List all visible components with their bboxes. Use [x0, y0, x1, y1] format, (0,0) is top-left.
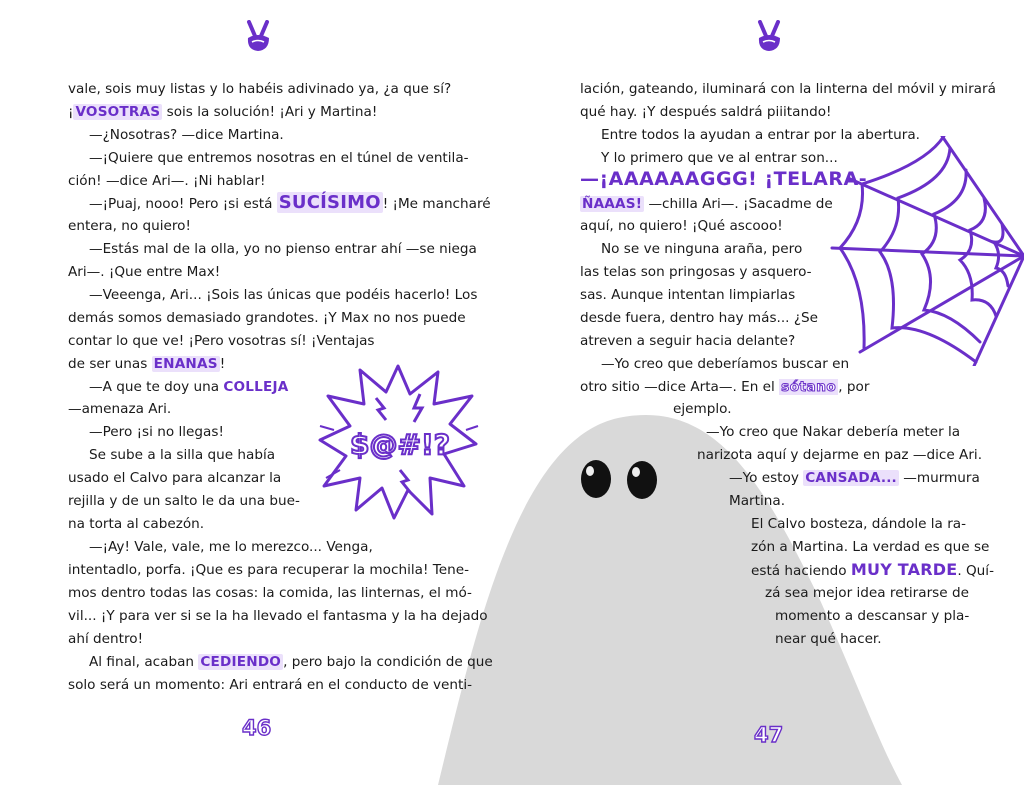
text-line: —¡Ay! Vale, vale, me lo merezco... Venga,	[89, 539, 373, 555]
text-line: —Yo estoy CANSADA... —murmura	[729, 470, 980, 486]
text-line: Y lo primero que ve al entrar son...	[601, 150, 838, 166]
page-number-left: 46	[242, 716, 272, 740]
highlight-word: sótano	[781, 379, 837, 395]
highlight-word: CANSADA...	[805, 470, 897, 486]
text-line: sas. Aunque intentan limpiarlas	[580, 287, 796, 303]
text-line: No se ve ninguna araña, pero	[601, 241, 803, 257]
text-line: atreven a seguir hacia delante?	[580, 333, 796, 349]
text-line: está haciendo MUY TARDE. Quí-	[751, 560, 994, 579]
text-line: demás somos demasiado grandotes. ¡Y Max no nos puede	[68, 310, 466, 326]
text-line: mos dentro todas las cosas: la comida, las linternas, el mó-	[68, 585, 472, 601]
highlight-word: VOSOTRAS	[75, 104, 161, 120]
page-number-right: 47	[754, 723, 784, 747]
text-line: Al final, acaban CEDIENDO , pero bajo la condición de que	[89, 654, 493, 670]
text-line: Se sube a la silla que había	[89, 447, 276, 463]
text-line: qué hay. ¡Y después saldrá piiitando!	[580, 104, 832, 120]
highlight-word: ENANAS	[153, 356, 218, 372]
highlight-word: —¡AAAAAAGGG! ¡TELARA-	[580, 168, 868, 190]
peace-hand-icon	[754, 20, 784, 54]
text-line: vale, sois muy listas y lo habéis adivinado ya, ¿a que sí?	[68, 81, 452, 97]
text-line: las telas son pringosas y asquero-	[580, 264, 812, 280]
text-line: ejemplo.	[673, 401, 732, 417]
text-line: vil... ¡Y para ver si se la ha llevado el fantasma y la ha dejado	[68, 608, 488, 624]
highlight-word: MUY TARDE	[850, 560, 958, 579]
text-line: usado el Calvo para alcanzar la	[68, 470, 282, 486]
text-line: na torta al cabezón.	[68, 516, 205, 532]
text-line: Martina.	[729, 493, 786, 509]
text-line: —¡Quiere que entremos nosotras en el túnel de ventila-	[89, 150, 469, 166]
text-line: de ser unas ENANAS !	[68, 356, 226, 372]
text-line: —Yo creo que Nakar debería meter la	[706, 424, 961, 440]
text-line: —A que te doy una COLLEJA	[89, 379, 289, 395]
text-line: narizota aquí y dejarme en paz —dice Ari.	[697, 447, 983, 463]
text-line: intentadlo, porfa. ¡Que es para recuperar la mochila! Tene-	[68, 562, 469, 578]
text-line: aquí, no quiero! ¡Qué ascooo!	[580, 218, 783, 234]
text-line: momento a descansar y pla-	[775, 608, 970, 624]
text-line: El Calvo bosteza, dándole la ra-	[751, 516, 967, 532]
text-line: —Pero ¡si no llegas!	[89, 424, 224, 440]
highlight-word: COLLEJA	[223, 379, 289, 395]
text-line: —Veeenga, Ari... ¡Sois las únicas que podéis hacerlo! Los	[89, 287, 478, 303]
text-line: ÑAAAS! —chilla Ari—. ¡Sacadme de	[582, 196, 833, 212]
highlight-word: SUCÍSIMO	[278, 192, 381, 213]
highlight-word: ÑAAAS!	[582, 196, 643, 212]
text-line: contar lo que ve! ¡Pero vosotras sí! ¡Ventajas	[68, 333, 375, 349]
speech-burst	[316, 360, 480, 522]
text-line: —¿Nosotras? —dice Martina.	[89, 127, 284, 143]
text-line: otro sitio —dice Arta—. En el sótano , por	[580, 379, 870, 395]
text-line: —amenaza Ari.	[68, 401, 172, 417]
text-line: desde fuera, dentro hay más... ¿Se	[580, 310, 819, 326]
text-line: lación, gateando, iluminará con la linterna del móvil y mirará	[580, 81, 996, 97]
text-line: —Yo creo que deberíamos buscar en	[601, 356, 850, 372]
text-line: rejilla y de un salto le da una bue-	[68, 493, 300, 509]
text-line	[580, 168, 867, 193]
text-line: ahí dentro!	[68, 631, 144, 647]
text-line: —Estás mal de la olla, yo no pienso entrar ahí —se niega	[89, 241, 477, 257]
text-line: solo será un momento: Ari entrará en el conducto de venti-	[68, 677, 473, 693]
text-line: near qué hacer.	[775, 631, 882, 647]
text-line: Entre todos la ayudan a entrar por la abertura.	[601, 127, 920, 143]
peace-hand-icon	[243, 20, 273, 54]
text-line: zá sea mejor idea retirarse de	[765, 585, 969, 601]
text-line: ¡ VOSOTRAS sois la solución! ¡Ari y Martina!	[68, 104, 378, 120]
text-line: ción! —dice Ari—. ¡Ni hablar!	[68, 173, 266, 189]
text-line: Ari—. ¡Que entre Max!	[68, 264, 221, 280]
text-line: entera, no quiero!	[68, 218, 191, 234]
text-line: zón a Martina. La verdad es que se	[751, 539, 990, 555]
text-line: —¡Puaj, nooo! Pero ¡si está SUCÍSIMO ! ¡Me mancharé	[89, 192, 491, 213]
burst-text: $@#!?	[350, 428, 450, 461]
highlight-word: CEDIENDO	[200, 654, 282, 670]
